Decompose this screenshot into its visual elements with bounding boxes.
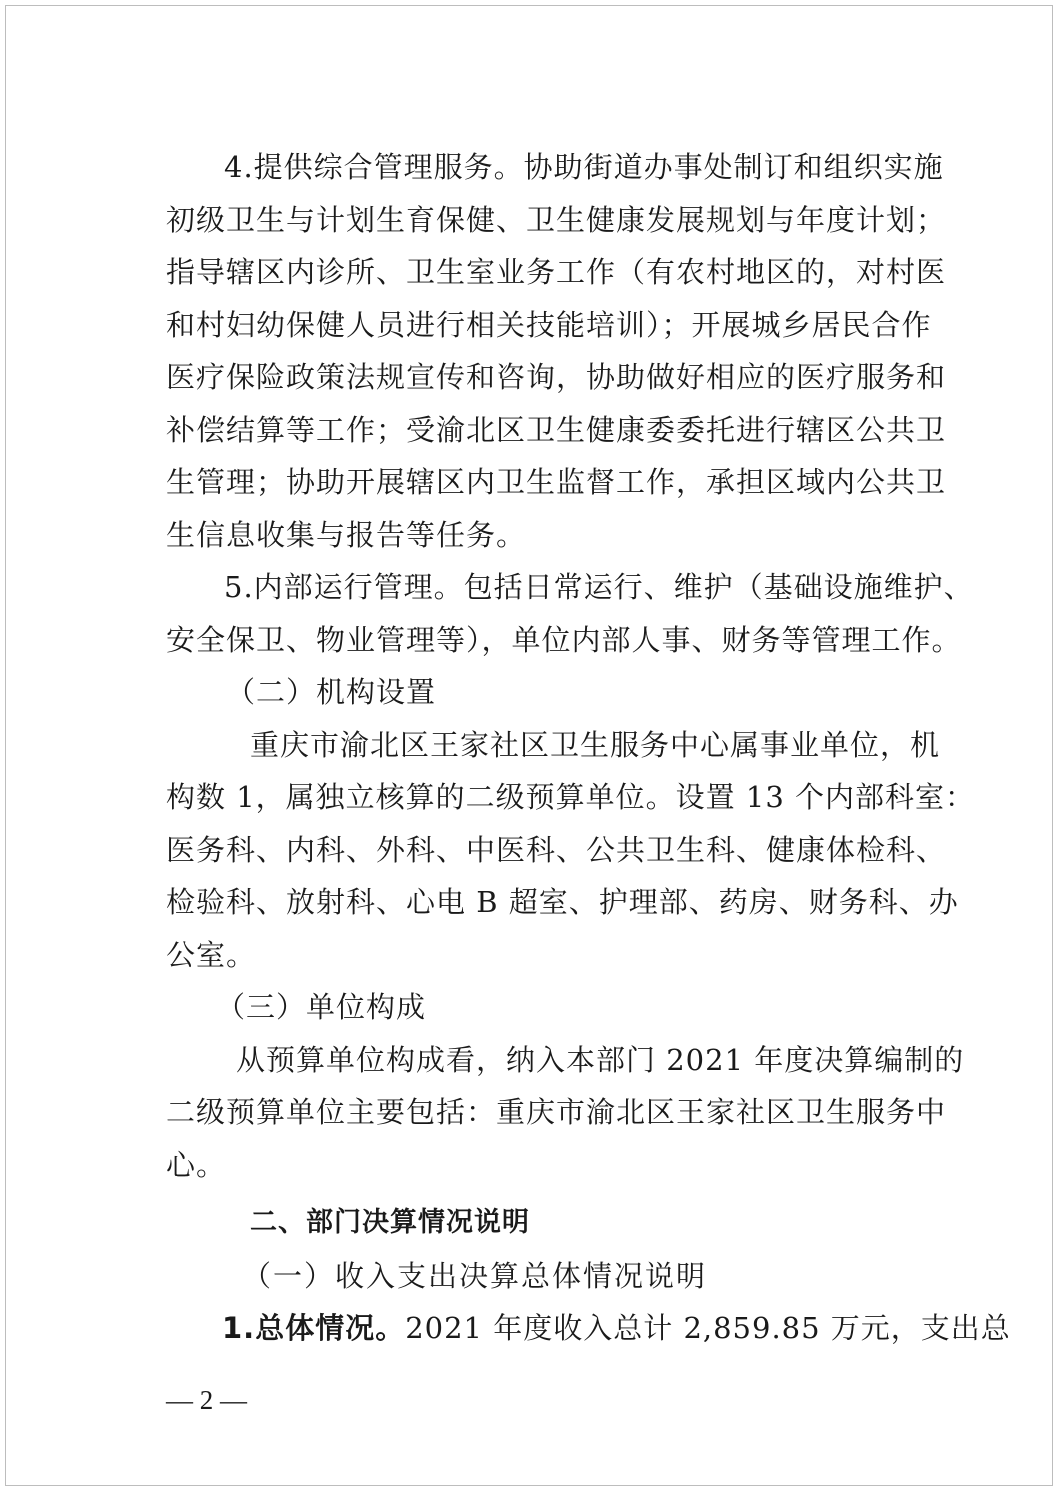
overall-rest: 2021 年度收入总计 2,859.85 万元，支出总 xyxy=(405,1311,1011,1345)
section-heading-income: （一）收入支出决算总体情况说明 xyxy=(242,1258,708,1293)
paragraph-line: 补偿结算等工作；受渝北区卫生健康委委托进行辖区公共卫 xyxy=(166,412,947,447)
paragraph-line: 和村妇幼保健人员进行相关技能培训）；开展城乡居民合作 xyxy=(166,307,932,342)
overall-lead: 1.总体情况。 xyxy=(222,1311,406,1345)
section-heading-org: （二）机构设置 xyxy=(226,675,437,709)
document-body xyxy=(166,141,1011,1355)
paragraph-line: 医疗保险政策法规宣传和咨询，协助做好相应的医疗服务和 xyxy=(166,360,947,394)
paragraph-line: 检验科、放射科、心电 B 超室、护理部、药房、财务科、办 xyxy=(166,885,959,919)
overall-line xyxy=(166,1302,1011,1355)
paragraph-line: 公室。 xyxy=(166,937,257,972)
paragraph-line: 构数 1，属独立核算的二级预算单位。设置 13 个内部科室： xyxy=(166,780,976,814)
section-heading-units: （三）单位构成 xyxy=(216,990,427,1024)
chapter-heading: 二、部门决算情况说明 xyxy=(250,1207,530,1238)
paragraph-line: 二级预算单位主要包括：重庆市渝北区王家社区卫生服务中 xyxy=(166,1095,947,1129)
paragraph-line: 4.提供综合管理服务。协助街道办事处制订和组织实施 xyxy=(224,150,944,184)
paragraph-line: 心。 xyxy=(166,1147,227,1182)
paragraph-line: 从预算单位构成看，纳入本部门 2021 年度决算编制的 xyxy=(236,1042,965,1077)
paragraph-line: 重庆市渝北区王家社区卫生服务中心属事业单位，机 xyxy=(250,727,941,762)
paragraph-line: 安全保卫、物业管理等），单位内部人事、财务等管理工作。 xyxy=(166,622,962,657)
paragraph-line: 生管理；协助开展辖区内卫生监督工作，承担区域内公共卫 xyxy=(166,465,947,499)
paragraph-line: 生信息收集与报告等任务。 xyxy=(166,517,527,552)
paragraph-line: 医务科、内科、外科、中医科、公共卫生科、健康体检科、 xyxy=(166,832,947,867)
paragraph-line: 指导辖区内诊所、卫生室业务工作（有农村地区的，对村医 xyxy=(166,255,947,289)
paragraph-line: 初级卫生与计划生育保健、卫生健康发展规划与年度计划； xyxy=(166,202,947,237)
paragraph-line: 5.内部运行管理。包括日常运行、维护（基础设施维护、 xyxy=(224,570,974,604)
page-number: — 2 — xyxy=(166,1385,247,1415)
